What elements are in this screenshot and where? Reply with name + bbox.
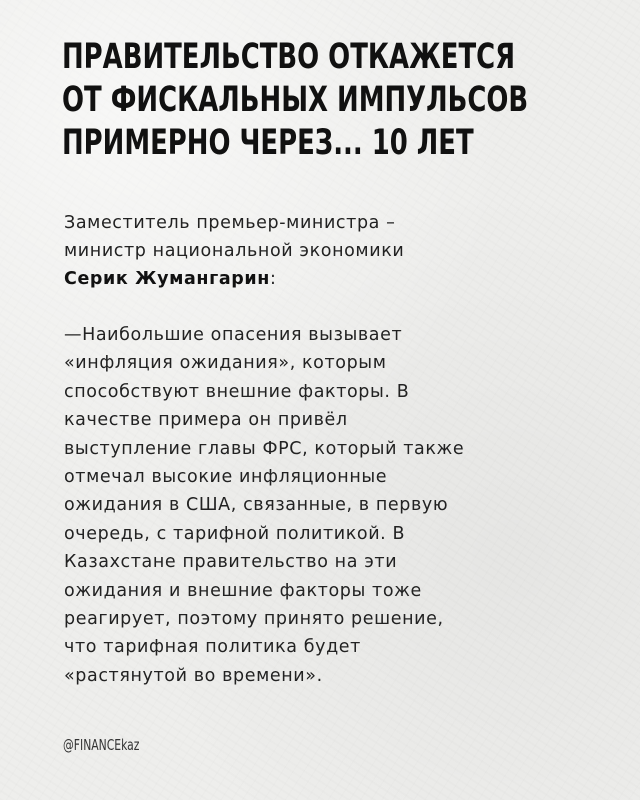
headline-line: ПРИМЕРНО ЧЕРЕЗ... 10 ЛЕТ <box>62 123 474 163</box>
headline-line: ОТ ФИСКАЛЬНЫХ ИМПУЛЬСОВ <box>62 80 529 120</box>
quote-line: «инфляция ожидания», которым <box>64 353 387 374</box>
quote-line: ожидания в США, связанные, в первую <box>64 495 449 516</box>
speaker-name-line <box>64 265 584 293</box>
quote-line: очередь, с тарифной политикой. В <box>64 523 406 544</box>
channel-handle: @FINANCEkaz <box>63 736 140 754</box>
quote-line: ожидания и внешние факторы тоже <box>64 580 422 601</box>
speaker-title-line: Заместитель премьер-министра – <box>64 213 396 233</box>
quote-line: отмечал высокие инфляционные <box>64 467 388 488</box>
quote-body <box>64 321 594 690</box>
speaker-title-line: министр национальной экономики <box>64 241 405 261</box>
headline <box>62 36 529 165</box>
quote-line: реагирует, поэтому принято решение, <box>64 609 444 630</box>
quote-line: «растянутой во времени». <box>64 665 323 686</box>
quote-line: выступление главы ФРС, который также <box>64 438 465 459</box>
quote-line: качестве примера он привёл <box>64 410 348 431</box>
quote-line: —Наибольшие опасения вызывает <box>64 325 403 345</box>
headline-line: ПРАВИТЕЛЬСТВО ОТКАЖЕТСЯ <box>62 37 516 77</box>
quote-line: способствуют внешние факторы. В <box>64 381 410 402</box>
speaker-name-colon: : <box>269 269 277 289</box>
speaker-intro <box>64 209 584 293</box>
quote-line: что тарифная политика будет <box>64 637 361 658</box>
quote-line: Казахстане правительство на эти <box>64 552 398 573</box>
speaker-name: Серик Жумангарин <box>64 269 270 289</box>
